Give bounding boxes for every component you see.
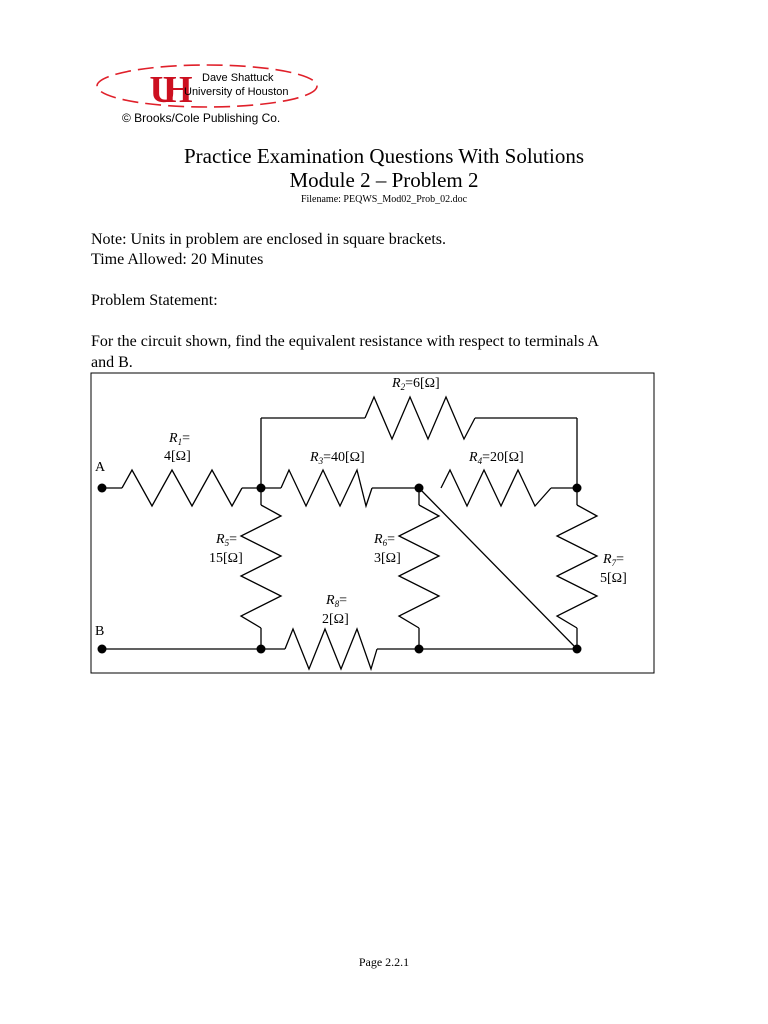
- junction-node: [415, 484, 424, 493]
- r7-label: $R_7=$: [603, 552, 624, 568]
- page-number: Page 2.2.1: [358, 955, 410, 969]
- terminal-a-label: A: [95, 460, 106, 475]
- terminal-a-node: [98, 484, 107, 493]
- r5-label: $R_5=$: [216, 532, 237, 548]
- r5-value: 15[Ω]: [209, 551, 243, 566]
- junction-node: [257, 645, 266, 654]
- r2-label: $R_2=6[\Omega]$: [392, 376, 440, 392]
- r4-label: $R_4=20[\Omega]$: [469, 450, 524, 466]
- problem-statement-line1: For the circuit shown, find the equivalent resistance with respect to terminals A: [91, 333, 599, 350]
- resistor-r1: [122, 470, 242, 506]
- terminal-b-label: B: [95, 624, 105, 639]
- resistor-r3: [281, 470, 372, 506]
- r1-label: $R_1=$: [169, 431, 190, 447]
- resistor-r8: [285, 629, 377, 669]
- author-name: Dave Shattuck: [202, 72, 274, 84]
- resistor-r5: [241, 505, 281, 628]
- r6-value: 3[Ω]: [374, 551, 401, 566]
- logo-letters: UH: [149, 69, 179, 111]
- page-title: Practice Examination Questions With Solutions: [183, 144, 585, 168]
- r3-label: $R_3=40[\Omega]$: [310, 450, 365, 466]
- junction-node: [573, 484, 582, 493]
- junction-node: [573, 645, 582, 654]
- problem-heading: Problem Statement:: [91, 292, 218, 309]
- copyright: © Brooks/Cole Publishing Co.: [122, 111, 281, 125]
- resistor-r4: [441, 470, 551, 506]
- junction-node: [415, 645, 424, 654]
- r8-value: 2[Ω]: [322, 612, 349, 627]
- resistor-r7: [557, 505, 597, 628]
- r1-value: 4[Ω]: [164, 449, 191, 464]
- resistor-r2: [365, 397, 475, 439]
- time-allowed: Time Allowed: 20 Minutes: [91, 251, 264, 268]
- units-note: Note: Units in problem are enclosed in square brackets.: [91, 231, 446, 248]
- diagonal-wire: [419, 488, 577, 649]
- resistor-r6: [399, 505, 439, 628]
- terminal-b-node: [98, 645, 107, 654]
- problem-statement-line2: and B.: [91, 354, 133, 371]
- filename: Filename: PEQWS_Mod02_Prob_02.doc: [300, 194, 468, 205]
- page-subtitle: Module 2 – Problem 2: [289, 168, 479, 192]
- junction-node: [257, 484, 266, 493]
- r6-label: $R_6=$: [374, 532, 395, 548]
- r7-value: 5[Ω]: [600, 571, 627, 586]
- r8-label: $R_8=$: [326, 593, 347, 609]
- institution-name: University of Houston: [184, 86, 289, 98]
